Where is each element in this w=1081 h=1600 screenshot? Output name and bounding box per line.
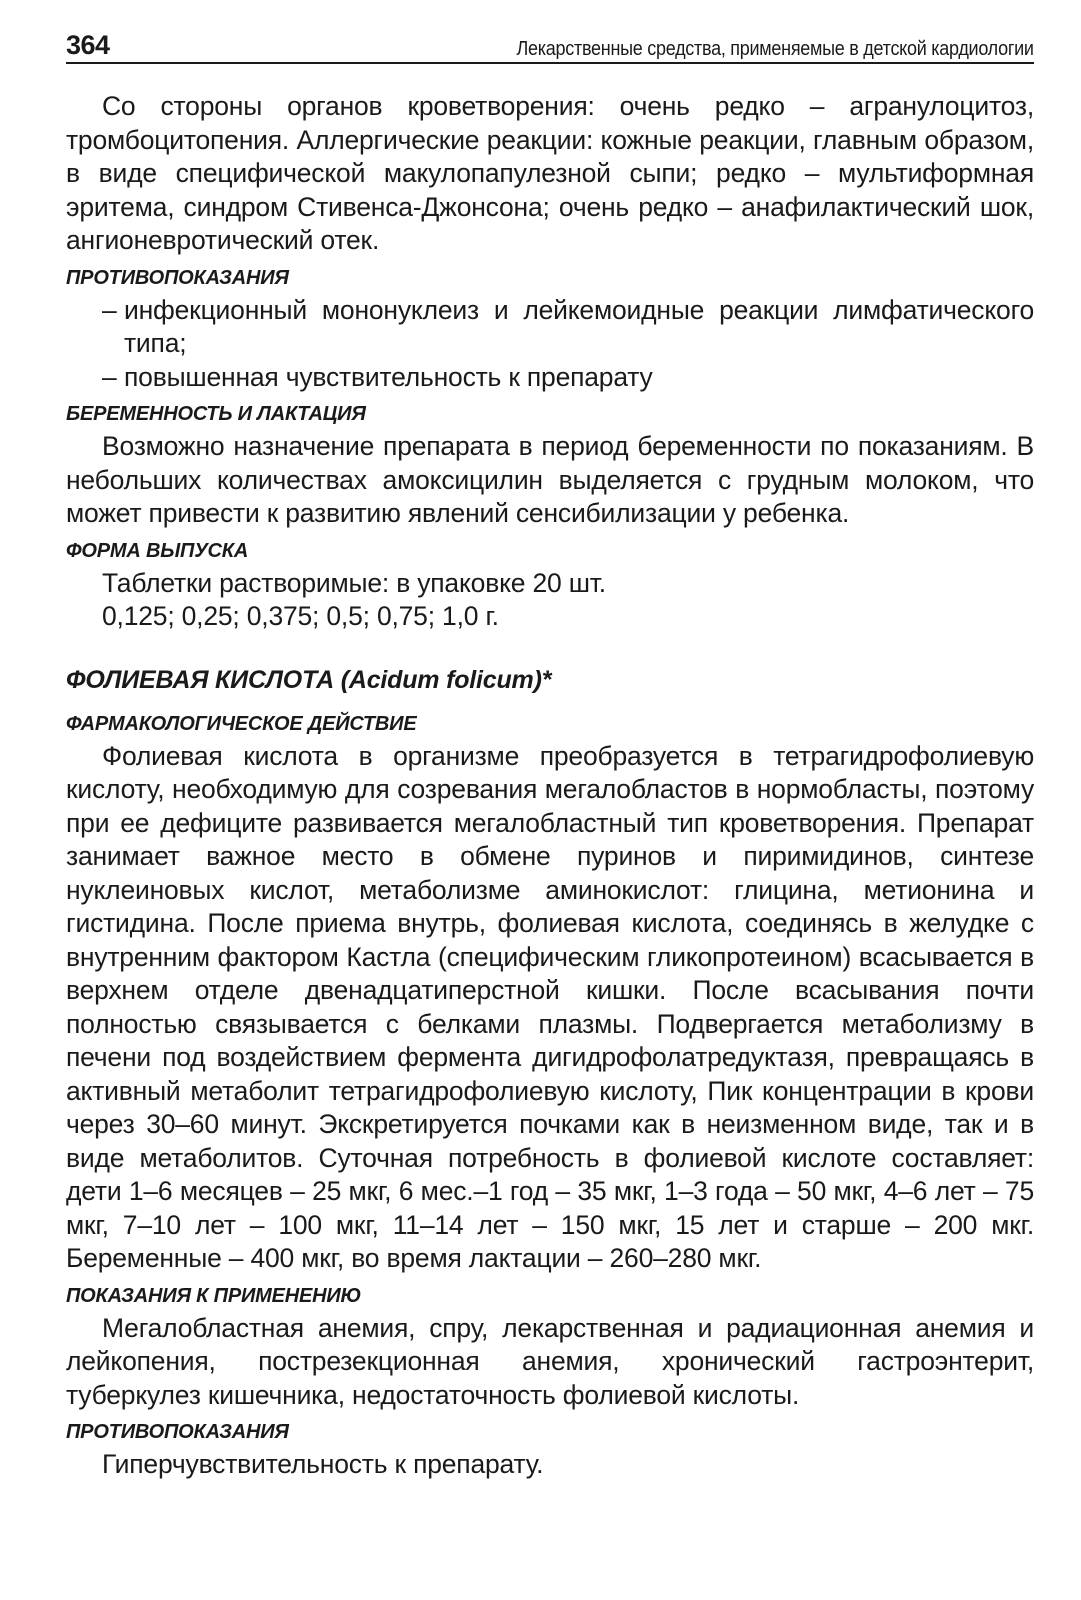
release-doses-line: 0,125; 0,25; 0,375; 0,5; 0,75; 1,0 г. bbox=[102, 601, 499, 631]
contraindications-list bbox=[66, 294, 1034, 395]
pharmacology-heading: ФАРМАКОЛОГИЧЕСКОЕ ДЕЙСТВИЕ bbox=[66, 712, 417, 735]
drug-contraindications-heading: ПРОТИВОПОКАЗАНИЯ bbox=[66, 1421, 289, 1443]
release-form-heading: ФОРМА ВЫПУСКА bbox=[66, 539, 249, 562]
page-content bbox=[66, 64, 1034, 1482]
drug-title: ФОЛИЕВАЯ КИСЛОТА (Acidum folicum)* bbox=[66, 665, 552, 694]
indications-heading: ПОКАЗАНИЯ К ПРИМЕНЕНИЮ bbox=[66, 1284, 362, 1307]
list-item: – инфекционный мононуклеиз и лейкемоидные реакции лимфатического типа; bbox=[66, 294, 1034, 361]
release-form-line: Таблетки растворимые: в упаковке 20 шт. bbox=[102, 567, 606, 598]
drug-contraindications-paragraph: Гиперчувствительность к препарату. bbox=[102, 1449, 544, 1479]
running-head bbox=[66, 18, 1034, 64]
contraindications-heading: ПРОТИВОПОКАЗАНИЯ bbox=[66, 266, 289, 289]
pregnancy-heading: БЕРЕМЕННОСТЬ И ЛАКТАЦИЯ bbox=[66, 403, 366, 425]
list-item: – повышенная чувствительность к препарату bbox=[66, 361, 1034, 395]
book-page bbox=[66, 18, 1034, 1482]
pregnancy-paragraph: Возможно назначение препарата в период беременности по показаниям. В небольших количествах амоксицилин выделяется с грудным молоком, что может привести к развитию явлений сенсибилизации у ребенка. bbox=[66, 431, 1034, 528]
side-effects-paragraph: Со стороны органов кроветворения: очень редко – агранулоцитоз, тромбоцитопения. Аллергические реакции: кожные реакции, главным образом, в виде специфической макулопапулезной сыпи; редко – мультиформная эритема, синдром Стивенса-Джонсона; очень редко – анафилактический шок, ангионевротический отек. bbox=[66, 91, 1034, 255]
indications-paragraph: Мегалобластная анемия, спру, лекарственная и радиационная анемия и лейкопения, пострезекционная анемия, хронический гастроэнтерит, туберкулез кишечника, недостаточность фолиевой кислоты. bbox=[66, 1312, 1034, 1410]
pharmacology-paragraph: Фолиевая кислота в организме преобразуется в тетрагидрофолиевую кислоту, необходимую для созревания мегалобластов в нормобласты, поэтому при ее дефиците развивается мегалобластный тип кроветворения. Препарат занимает важное место в обмене пуринов и пиримидинов, синтезе нуклеиновых кислот, метаболизме аминокислот: глицина, метионина и гистидина. После приема внутрь, фолиевая кислота, соединясь в желудке с внутренним фактором Кастла (специфическим гликопротеином) всасывается в верхнем отделе двенадцатиперстной кишки. После всасывания почти полностью связывается с белками плазмы. Подвергается метаболизму в печени под воздействием фермента дигидрофолатредуктазя, превращаясь в активный метаболит тетрагидрофолиевую кислоту, Пик концентрации в крови через 30–60 минут. Экскретируется почками как в неизменном виде, так и в виде метаболитов. Суточная потребность в фолиевой кислоте составляет: дети 1–6 месяцев – 25 мкг, 6 мес.–1 год – 35 мкг, 1–3 года – 50 мкг, 4–6 лет – 75 мкг, 7–10 лет – 100 мкг, 11–14 лет – 150 мкг, 15 лет и старше – 200 мкг. Беременные – 400 мкг, во время лактации – 260–280 мкг. bbox=[66, 740, 1034, 1273]
running-title: Лекарственные средства, применяемые в детской кардиологии bbox=[516, 38, 1034, 60]
page-number: 364 bbox=[66, 30, 110, 60]
